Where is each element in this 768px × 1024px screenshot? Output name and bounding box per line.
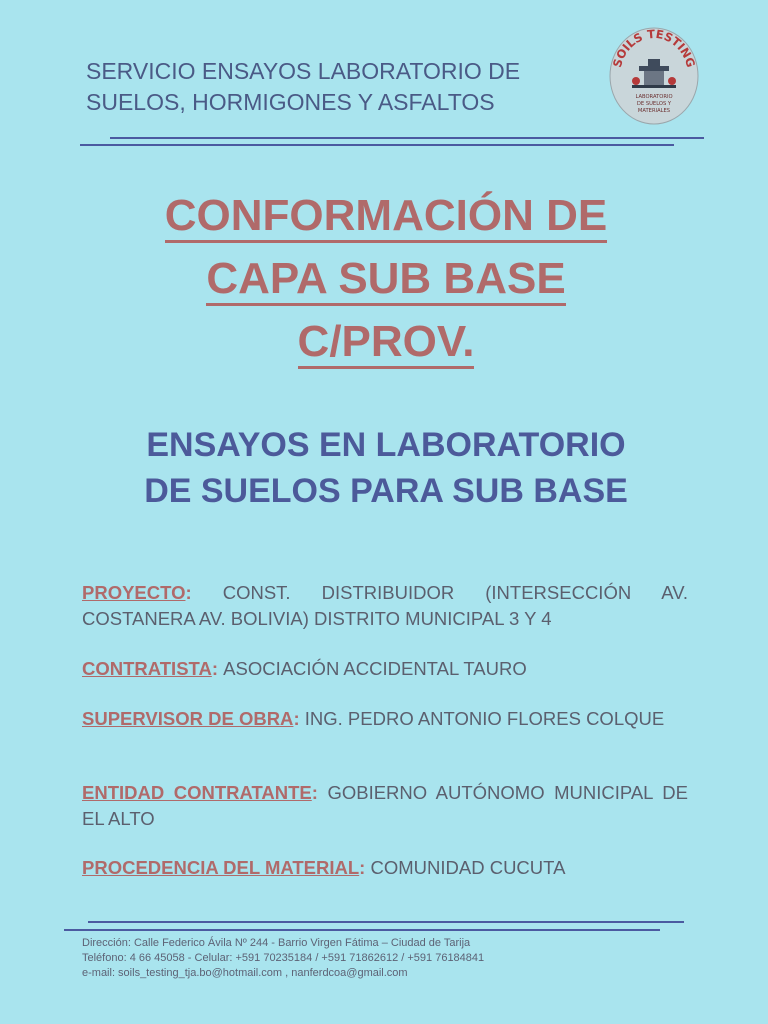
field-supervisor: SUPERVISOR DE OBRA: ING. PEDRO ANTONIO FLORES COLQUE [82,708,665,729]
lab-header-line2: SUELOS, HORMIGONES Y ASFALTOS [86,89,495,115]
document-title [0,188,768,377]
field-value-contratista: ASOCIACIÓN ACCIDENTAL TAURO [223,658,527,679]
document-subtitle [0,422,768,514]
field-value-entidad: GOBIERNO AUTÓNOMO MUNICIPAL DE EL ALTO [82,782,688,829]
title-line3: C/PROV. [298,318,475,369]
field-proyecto: PROYECTO: CONST. DISTRIBUIDOR (INTERSECCIÓN AV. COSTANERA AV. BOLIVIA) DISTRITO MUNICIPAL 3 Y 4 [82,582,688,629]
title-line2: CAPA SUB BASE [206,255,565,306]
header-rule-bottom [80,144,674,146]
title-line1: CONFORMACIÓN DE [165,192,607,243]
footer-rule-bottom [64,929,660,931]
subtitle-line2: DE SUELOS PARA SUB BASE [144,472,628,510]
header-rule-top [110,137,704,139]
footer-address: Dirección: Calle Federico Ávila Nº 244 - Barrio Virgen Fátima – Ciudad de Tarija [82,937,471,949]
field-label-entidad: ENTIDAD CONTRATANTE [82,782,312,803]
field-value-procedencia: COMUNIDAD CUCUTA [370,857,566,878]
field-label-contratista: CONTRATISTA [82,658,212,679]
logo-text-line2: DE SUELOS Y [636,101,672,107]
field-value-proyecto: CONST. DISTRIBUIDOR (INTERSECCIÓN AV. COSTANERA AV. BOLIVIA) DISTRITO MUNICIPAL 3 Y 4 [82,582,688,629]
field-label-supervisor: SUPERVISOR DE OBRA [82,708,294,729]
contact-footer [82,936,484,981]
field-contratista: CONTRATISTA: ASOCIACIÓN ACCIDENTAL TAURO [82,658,527,679]
logo-text-line3: MATERIALES [637,108,671,114]
field-value-supervisor: ING. PEDRO ANTONIO FLORES COLQUE [304,708,665,729]
logo-arc-text: SOILS TESTING [609,26,699,69]
soils-testing-logo [608,26,700,126]
field-procedencia: PROCEDENCIA DEL MATERIAL: COMUNIDAD CUCUTA [82,857,566,878]
logo-text-line1: LABORATORIO [635,94,673,100]
footer-phones: Teléfono: 4 66 45058 - Celular: +591 70235184 / +591 71862612 / +591 76184841 [82,952,485,964]
field-label-proyecto: PROYECTO [82,582,186,603]
lab-header-line1: SERVICIO ENSAYOS LABORATORIO DE [86,58,521,84]
footer-email: e-mail: soils_testing_tja.bo@hotmail.com , nanferdcoa@gmail.com [82,967,408,979]
field-label-procedencia: PROCEDENCIA DEL MATERIAL [82,857,360,878]
field-entidad: ENTIDAD CONTRATANTE: GOBIERNO AUTÓNOMO MUNICIPAL DE EL ALTO [82,782,688,829]
footer-rule-top [88,921,684,923]
subtitle-line1: ENSAYOS EN LABORATORIO [146,426,626,464]
lab-header [86,56,520,118]
